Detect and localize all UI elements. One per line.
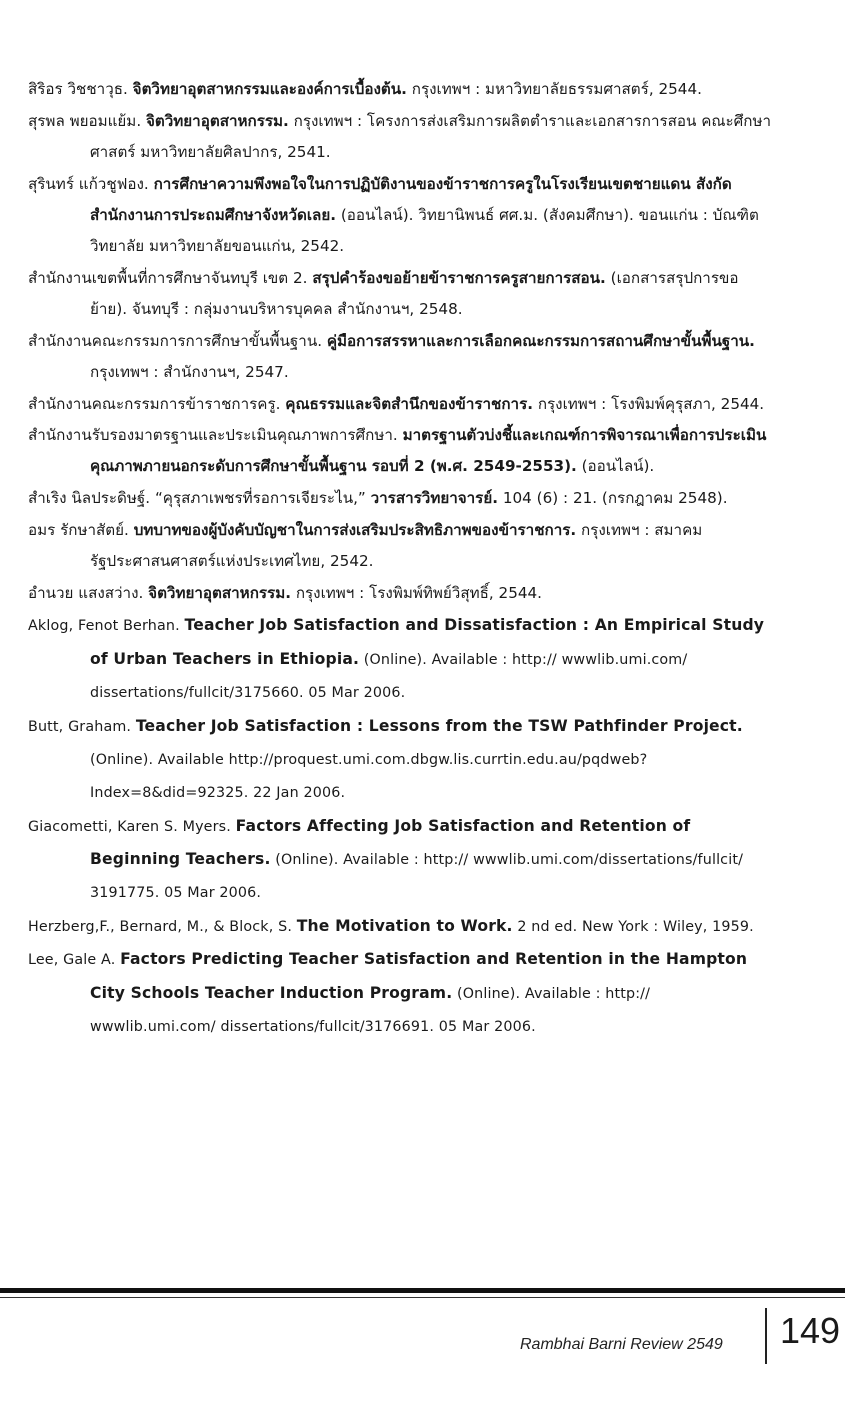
reference-title: บทบาทของผู้บังคับบัญชาในการส่งเสริมประสิทธิภาพของข้าราชการ. [133, 520, 577, 539]
reference-title: สรุปคำร้องขอย้ายข้าราชการครูสายการสอน. [312, 268, 606, 287]
reference-title: จิตวิทยาอุตสาหกรรมและองค์การเบื้องต้น. [132, 80, 407, 98]
reference-entry [28, 74, 775, 105]
reference-entry [28, 169, 775, 263]
reference-publication: กรุงเทพฯ : มหาวิทยาลัยธรรมศาสตร์, 2544. [406, 80, 702, 98]
reference-entry [28, 515, 775, 577]
reference-author: Giacometti, Karen S. Myers. [28, 818, 236, 835]
reference-author: สิริอร วิชชาวุธ. [28, 80, 133, 98]
reference-publication: (Online). Available http://proquest.umi.com.dbgw.lis.currtin.edu.au/pqdweb? Index=8&did=92325. 22 Jan 2006. [90, 751, 648, 801]
footer-rule-thin [0, 1297, 845, 1298]
reference-publication: (Online). Available : http:// wwwlib.umi.com/dissertations/fullcit/ 3191775. 05 Mar 2006. [90, 851, 744, 902]
reference-entry [28, 263, 775, 325]
bibliography-list [28, 74, 775, 1044]
reference-publication: กรุงเทพฯ : สำนักงานฯ, 2547. [90, 362, 289, 381]
reference-entry [28, 943, 775, 1043]
reference-publication: 2 nd ed. New York : Wiley, 1959. [512, 918, 754, 935]
reference-title: Factors Predicting Teacher Satisfaction and Retention in the Hampton City Schools Teacher Induction Program. [90, 950, 748, 1002]
reference-publication: (ออนไลน์). วิทยานิพนธ์ ศศ.ม. (สังคมศึกษา). ขอนแก่น : บัณฑิตวิทยาลัย มหาวิทยาลัยขอนแก่น, 2542. [90, 205, 759, 256]
reference-title: วารสารวิทยาจารย์. [370, 489, 499, 508]
reference-title: Teacher Job Satisfaction and Dissatisfaction : An Empirical Study of Urban Teachers in Ethiopia. [90, 616, 765, 668]
reference-entry [28, 710, 775, 810]
reference-title: มาตรฐานตัวบ่งชี้และเกณฑ์การพิจารณาเพื่อการประเมินคุณภาพภายนอกระดับการศึกษาขั้นพื้นฐาน รอบที่ 2 (พ.ศ. 2549-2553). [90, 426, 767, 476]
reference-entry [28, 389, 775, 420]
reference-publication: กรุงเทพฯ : สมาคมรัฐประศาสนศาสตร์แห่งประเทศไทย, 2542. [90, 520, 703, 571]
reference-publication: (Online). Available : http:// wwwlib.umi.com/ dissertations/fullcit/3176691. 05 Mar 2006. [90, 985, 651, 1035]
reference-publication: (เอกสารสรุปการขอย้าย). จันทบุรี : กลุ่มงานบริหารบุคคล สำนักงานฯ, 2548. [90, 268, 739, 318]
reference-author: สำนักงานคณะกรรมการข้าราชการครู. [28, 394, 286, 413]
reference-title: จิตวิทยาอุตสาหกรรม. [145, 111, 289, 130]
reference-publication: 104 (6) : 21. (กรกฎาคม 2548). [498, 489, 728, 508]
reference-publication: กรุงเทพฯ : โครงการส่งเสริมการผลิตตำราและเอกสารการสอน คณะศึกษาศาสตร์ มหาวิทยาลัยศิลปากร, 2541. [90, 111, 772, 161]
reference-author: สุรินทร์ แก้วชูฟอง. [28, 174, 154, 193]
reference-title: การศึกษาความพึงพอใจในการปฏิบัติงานของข้าราชการครูในโรงเรียนเขตชายแดน สังกัดสำนักงานการประถมศึกษาจังหวัดเลย. [90, 174, 732, 224]
reference-author: Lee, Gale A. [28, 952, 121, 969]
reference-author: สุรพล พยอมแย้ม. [28, 111, 146, 130]
reference-entry [28, 609, 775, 709]
reference-author: สำเริง นิลประดิษฐ์. “คุรุสภาเพชรที่รอการเจียระไน,” [28, 489, 371, 508]
reference-publication: กรุงเทพฯ : โรงพิมพ์ทิพย์วิสุทธิ์, 2544. [291, 583, 543, 602]
reference-title: จิตวิทยาอุตสาหกรรม. [148, 583, 291, 602]
reference-author: อำนวย แสงสว่าง. [28, 583, 149, 602]
reference-entry [28, 578, 775, 609]
reference-entry [28, 810, 775, 910]
reference-author: Aklog, Fenot Berhan. [28, 618, 185, 635]
reference-author: สำนักงานเขตพื้นที่การศึกษาจันทบุรี เขต 2. [28, 268, 313, 287]
footer-divider [765, 1308, 767, 1364]
reference-entry [28, 910, 775, 943]
reference-author: อมร รักษาสัตย์. [28, 520, 134, 539]
reference-entry [28, 106, 775, 168]
reference-title: The Motivation to Work. [296, 916, 513, 935]
reference-publication: (ออนไลน์). [576, 457, 655, 476]
reference-entry [28, 483, 775, 514]
reference-entry [28, 420, 775, 482]
reference-title: คุณธรรมและจิตสำนึกของข้าราชการ. [285, 394, 533, 413]
reference-title: คู่มือการสรรหาและการเลือกคณะกรรมการสถานศึกษาขั้นพื้นฐาน. [326, 331, 755, 350]
reference-author: Herzberg,F., Bernard, M., & Block, S. [28, 918, 297, 935]
journal-title: Rambhai Barni Review 2549 [520, 1336, 723, 1353]
reference-author: สำนักงานคณะกรรมการการศึกษาขั้นพื้นฐาน. [28, 331, 327, 350]
reference-publication: กรุงเทพฯ : โรงพิมพ์คุรุสภา, 2544. [533, 394, 765, 413]
page-number: 149 [780, 1310, 841, 1351]
footer-rule-thick [0, 1288, 845, 1293]
reference-title: Factors Affecting Job Satisfaction and Retention of Beginning Teachers. [90, 816, 691, 868]
reference-author: สำนักงานรับรองมาตรฐานและประเมินคุณภาพการศึกษา. [28, 426, 403, 445]
reference-publication: (Online). Available : http:// wwwlib.umi.com/ dissertations/fullcit/3175660. 05 Mar 2006. [90, 651, 688, 701]
reference-author: Butt, Graham. [28, 718, 136, 735]
reference-title: Teacher Job Satisfaction : Lessons from the TSW Pathfinder Project. [135, 716, 743, 735]
reference-entry [28, 326, 775, 388]
